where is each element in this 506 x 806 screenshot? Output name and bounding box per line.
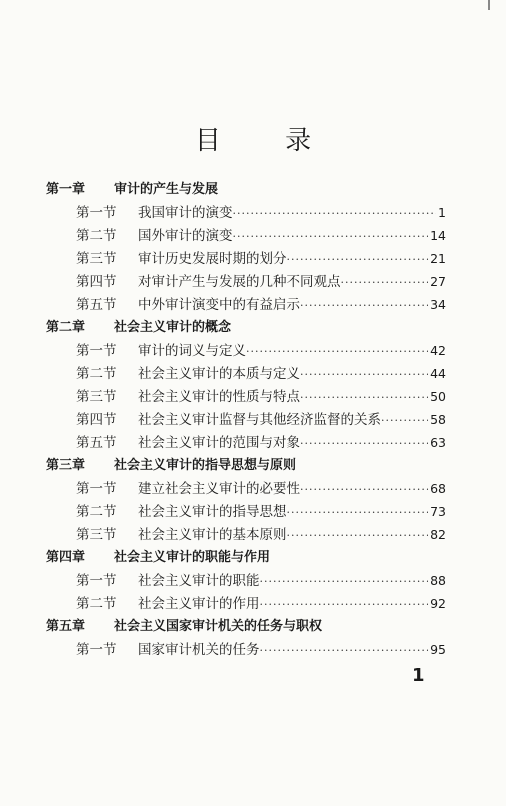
section-page: 68 [430, 481, 446, 496]
section-number: 第三节 [76, 389, 117, 405]
section-page: 88 [430, 573, 446, 588]
toc-section [46, 638, 446, 661]
section-title: 社会主义审计的指导思想 [138, 504, 287, 520]
section-page: 14 [430, 228, 446, 243]
toc-section [46, 224, 446, 247]
section-title: 社会主义审计的基本原则 [138, 527, 287, 543]
section-page: 1 [438, 205, 446, 220]
section-number: 第三节 [76, 527, 117, 543]
dot-leader [260, 570, 429, 593]
section-number: 第一节 [76, 343, 117, 359]
dot-leader [287, 524, 429, 547]
dot-leader [300, 478, 428, 501]
section-page: 44 [430, 366, 446, 381]
section-page: 95 [430, 642, 446, 657]
toc-section [46, 523, 446, 546]
dot-leader [233, 202, 437, 225]
toc-section [46, 569, 446, 592]
section-number: 第二节 [76, 596, 117, 612]
toc-chapter [46, 546, 446, 569]
section-title: 社会主义审计的职能 [138, 573, 260, 589]
dot-leader [246, 340, 428, 363]
section-page: 63 [430, 435, 446, 450]
toc-section [46, 477, 446, 500]
chapter-number: 第一章 [46, 182, 86, 197]
toc-section [46, 592, 446, 615]
toc-section [46, 293, 446, 316]
section-number: 第一节 [76, 642, 117, 658]
section-title: 审计的词义与定义 [138, 343, 246, 359]
section-page: 42 [430, 343, 446, 358]
chapter-title: 社会主义审计的职能与作用 [114, 550, 271, 565]
section-title: 社会主义审计的本质与定义 [138, 366, 300, 382]
section-number: 第二节 [76, 504, 117, 520]
section-title: 社会主义审计监督与其他经济监督的关系 [138, 412, 381, 428]
section-number: 第四节 [76, 412, 117, 428]
section-number: 第五节 [76, 297, 117, 313]
section-title: 国家审计机关的任务 [138, 642, 260, 658]
section-page: 58 [430, 412, 446, 427]
chapter-number: 第五章 [46, 619, 86, 634]
section-number: 第一节 [76, 205, 117, 221]
table-of-contents [46, 178, 446, 661]
section-number: 第一节 [76, 573, 117, 589]
dot-leader [300, 432, 428, 455]
section-page: 73 [430, 504, 446, 519]
section-number: 第二节 [76, 366, 117, 382]
toc-chapter [46, 316, 446, 339]
page-number: 1 [412, 665, 425, 686]
dot-leader [341, 271, 429, 294]
chapter-title: 社会主义审计的指导思想与原则 [114, 458, 297, 473]
toc-section [46, 247, 446, 270]
toc-section [46, 201, 446, 224]
section-number: 第一节 [76, 481, 117, 497]
section-title: 我国审计的演变 [138, 205, 233, 221]
section-title: 审计历史发展时期的划分 [138, 251, 287, 267]
dot-leader [381, 409, 428, 432]
toc-section [46, 385, 446, 408]
section-page: 82 [430, 527, 446, 542]
chapter-title: 社会主义国家审计机关的任务与职权 [114, 619, 323, 634]
toc-chapter [46, 178, 446, 201]
toc-section [46, 270, 446, 293]
section-number: 第三节 [76, 251, 117, 267]
section-title: 中外审计演变中的有益启示 [138, 297, 300, 313]
section-number: 第二节 [76, 228, 117, 244]
page-title: 目 录 [194, 126, 340, 156]
toc-section [46, 408, 446, 431]
dot-leader [300, 386, 428, 409]
dot-leader [287, 248, 429, 271]
edge-mark [488, 0, 490, 10]
toc-section [46, 362, 446, 385]
section-title: 建立社会主义审计的必要性 [138, 481, 300, 497]
section-number: 第五节 [76, 435, 117, 451]
dot-leader [287, 501, 429, 524]
section-page: 27 [430, 274, 446, 289]
toc-section [46, 339, 446, 362]
section-title: 国外审计的演变 [138, 228, 233, 244]
toc-chapter [46, 615, 446, 638]
chapter-title: 社会主义审计的概念 [114, 320, 232, 335]
section-page: 92 [430, 596, 446, 611]
chapter-number: 第三章 [46, 458, 86, 473]
toc-section [46, 431, 446, 454]
chapter-number: 第二章 [46, 320, 86, 335]
chapter-title: 审计的产生与发展 [114, 182, 219, 197]
toc-section [46, 500, 446, 523]
section-title: 社会主义审计的作用 [138, 596, 260, 612]
section-title: 社会主义审计的性质与特点 [138, 389, 300, 405]
dot-leader [233, 225, 429, 248]
chapter-number: 第四章 [46, 550, 86, 565]
section-page: 21 [430, 251, 446, 266]
dot-leader [300, 294, 428, 317]
dot-leader [260, 639, 429, 662]
section-page: 50 [430, 389, 446, 404]
section-page: 34 [430, 297, 446, 312]
section-title: 对审计产生与发展的几种不同观点 [138, 274, 341, 290]
section-title: 社会主义审计的范围与对象 [138, 435, 300, 451]
dot-leader [300, 363, 428, 386]
toc-chapter [46, 454, 446, 477]
dot-leader [260, 593, 429, 616]
section-number: 第四节 [76, 274, 117, 290]
